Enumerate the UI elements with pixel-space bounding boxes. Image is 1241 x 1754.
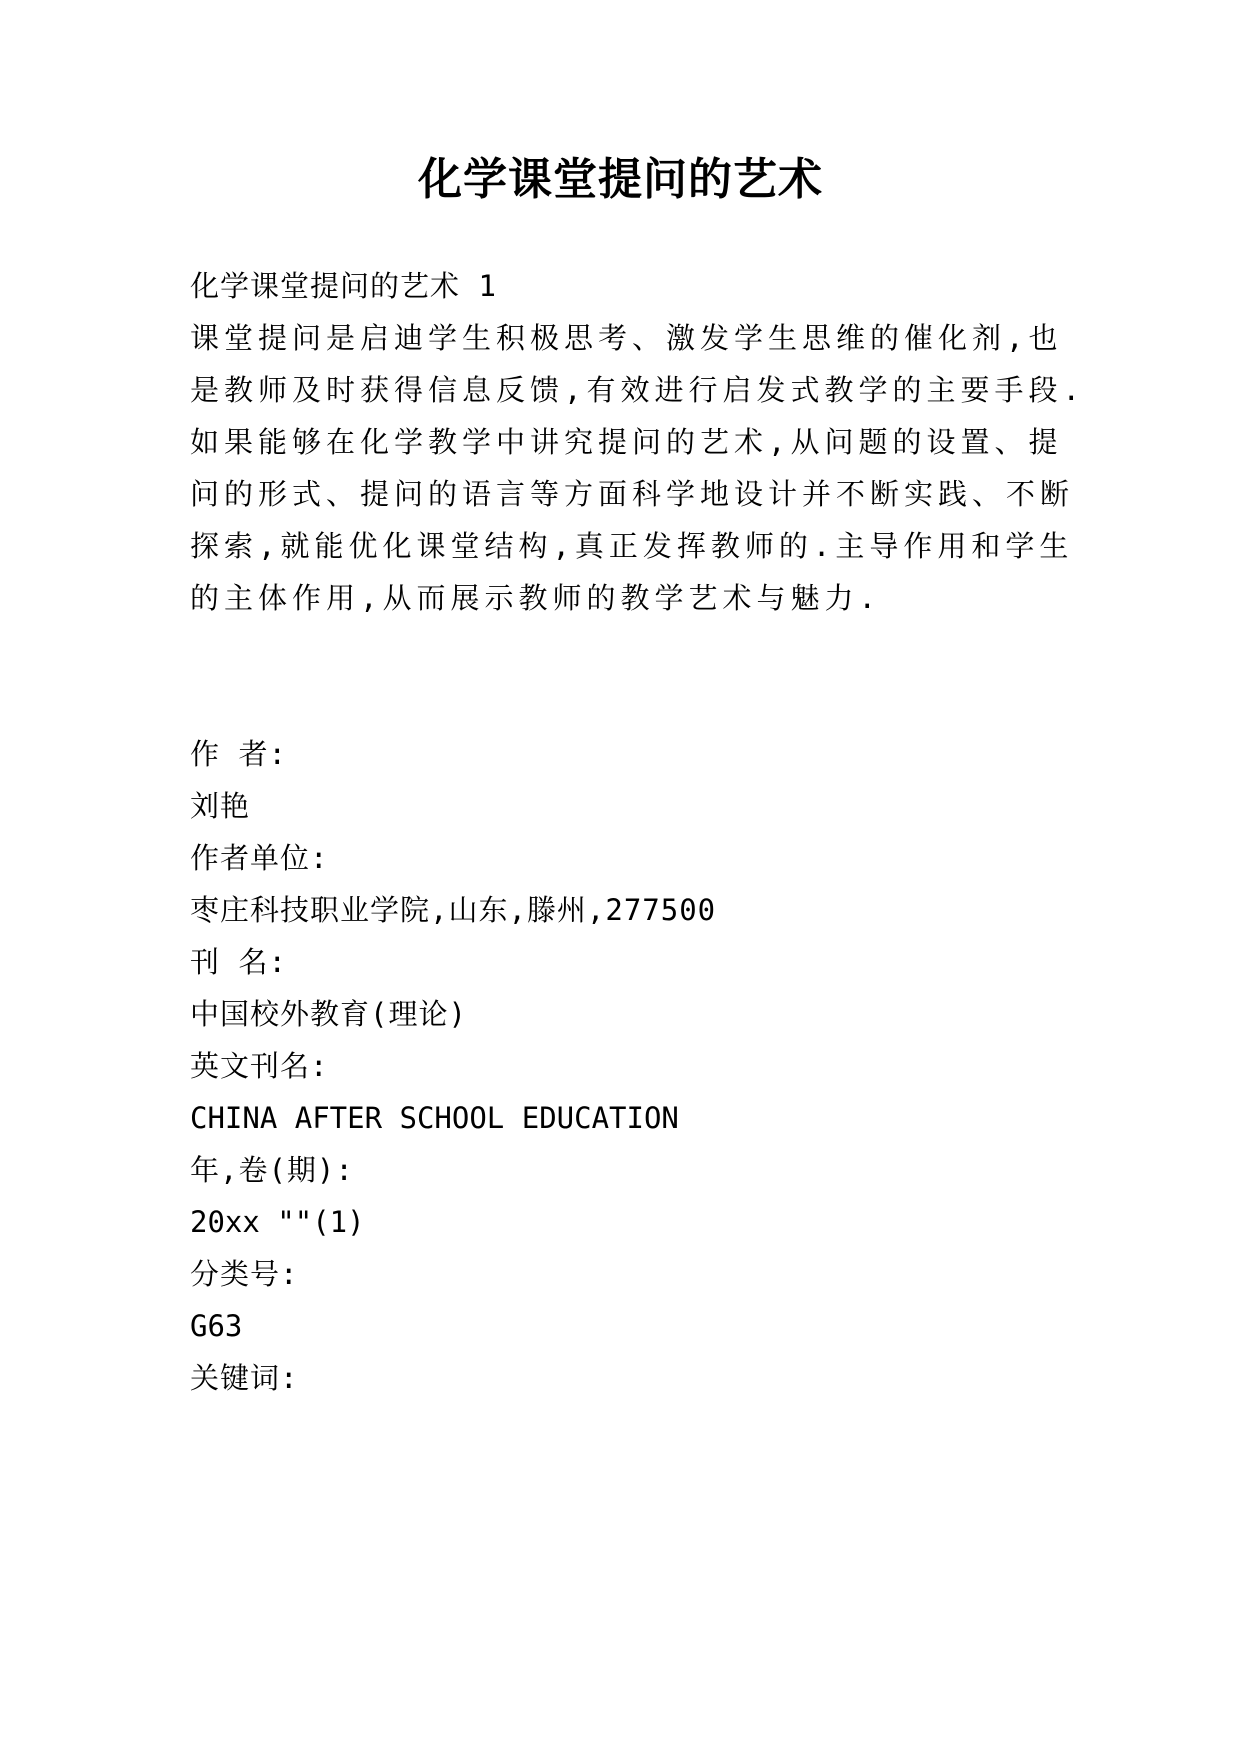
- classification-label: 分类号:: [190, 1257, 299, 1291]
- journal-label: 刊 名:: [190, 945, 287, 979]
- abstract-line-5: 探索,就能优化课堂结构,真正发挥教师的.主导作用和学生: [190, 529, 1074, 563]
- abstract-line-4: 问的形式、提问的语言等方面科学地设计并不断实践、不断: [190, 477, 1075, 511]
- author-label: 作 者:: [190, 737, 287, 771]
- journal-en-value: CHINA AFTER SCHOOL EDUCATION: [190, 1101, 679, 1135]
- document-title: 化学课堂提问的艺术: [418, 154, 823, 205]
- author-value: 刘艳: [190, 789, 251, 823]
- issue-label: 年,卷(期):: [190, 1153, 354, 1187]
- affiliation-value: 枣庄科技职业学院,山东,滕州,277500: [190, 893, 717, 927]
- abstract-line-3: 如果能够在化学教学中讲究提问的艺术,从问题的设置、提: [190, 425, 1063, 459]
- abstract-line-2: 是教师及时获得信息反馈,有效进行启发式教学的主要手段.: [190, 373, 1085, 407]
- abstract-line-1: 课堂提问是启迪学生积极思考、激发学生思维的催化剂,也: [190, 321, 1063, 355]
- journal-value: 中国校外教育(理论): [190, 997, 467, 1031]
- affiliation-label: 作者单位:: [190, 841, 329, 875]
- journal-en-label: 英文刊名:: [190, 1049, 329, 1083]
- issue-value: 20xx ""(1): [190, 1205, 365, 1239]
- abstract-line-6: 的主体作用,从而展示教师的教学艺术与魅力.: [190, 581, 881, 615]
- classification-value: G63: [190, 1309, 243, 1343]
- keywords-label: 关键词:: [190, 1361, 299, 1395]
- section-heading: 化学课堂提问的艺术 1: [190, 269, 497, 303]
